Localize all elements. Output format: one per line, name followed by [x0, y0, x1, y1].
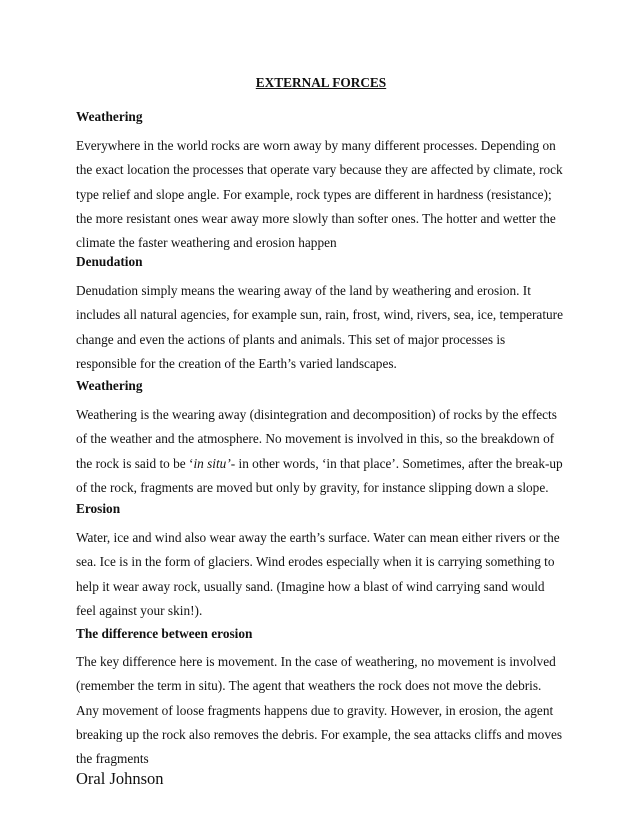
section-paragraph-weathering: Everywhere in the world rocks are worn away by many different processes. Depending on the exact location the processes that operate vary because they are affected by climate, rock type relief and slope angle. For example, rock types are different in hardness (resistance); the more resistant ones wear away more slowly than softer ones. The hotter and wetter the climate the faster weathering and erosion happen	[76, 138, 563, 251]
section-heading-weathering: Weathering	[76, 109, 143, 124]
paragraph-text: Weathering is the wearing away (disintegration and decomposition) of rocks by the effects of the weather and the atmosphere. No movement is involved in this, so the breakdown of the rock is said to be ‘	[76, 407, 557, 471]
page-footer-author: Oral Johnson	[76, 769, 164, 788]
section-heading-denudation: Denudation	[76, 254, 143, 269]
document-title: EXTERNAL FORCES	[255, 75, 387, 90]
paragraph-text: - in other words, ‘in that place’. Sometimes, after the break-up of the rock, fragments are moved but only by gravity, for instance slipping down a slope.	[76, 455, 563, 495]
section-heading-weathering-2: Weathering	[76, 378, 143, 393]
section-paragraph-difference: The key difference here is movement. In the case of weathering, no movement is involved (remember the term in situ). The agent that weathers the rock does not move the debris. Any movement of loose fragments happens due to gravity. However, in erosion, the agent breaking up the rock also removes the debris. For example, the sea attacks cliffs and moves the fragments	[76, 654, 563, 767]
section-heading-erosion: Erosion	[76, 501, 121, 516]
section-paragraph-weathering-2	[76, 403, 566, 500]
section-heading-difference: The difference between erosion	[76, 626, 253, 641]
section-paragraph-denudation: Denudation simply means the wearing away of the land by weathering and erosion. It includes all natural agencies, for example sun, rain, frost, wind, rivers, sea, ice, temperature change and even the actions of plants and animals. This set of major processes is responsible for the creation of the Earth’s varied landscapes.	[76, 283, 563, 371]
section-paragraph-erosion: Water, ice and wind also wear away the earth’s surface. Water can mean either rivers or the sea. Ice is in the form of glaciers. Wind erodes especially when it is carrying something to help it wear away rock, usually sand. (Imagine how a blast of wind carrying sand would feel against your skin!).	[76, 530, 560, 618]
italic-term: in situ’	[193, 455, 231, 471]
